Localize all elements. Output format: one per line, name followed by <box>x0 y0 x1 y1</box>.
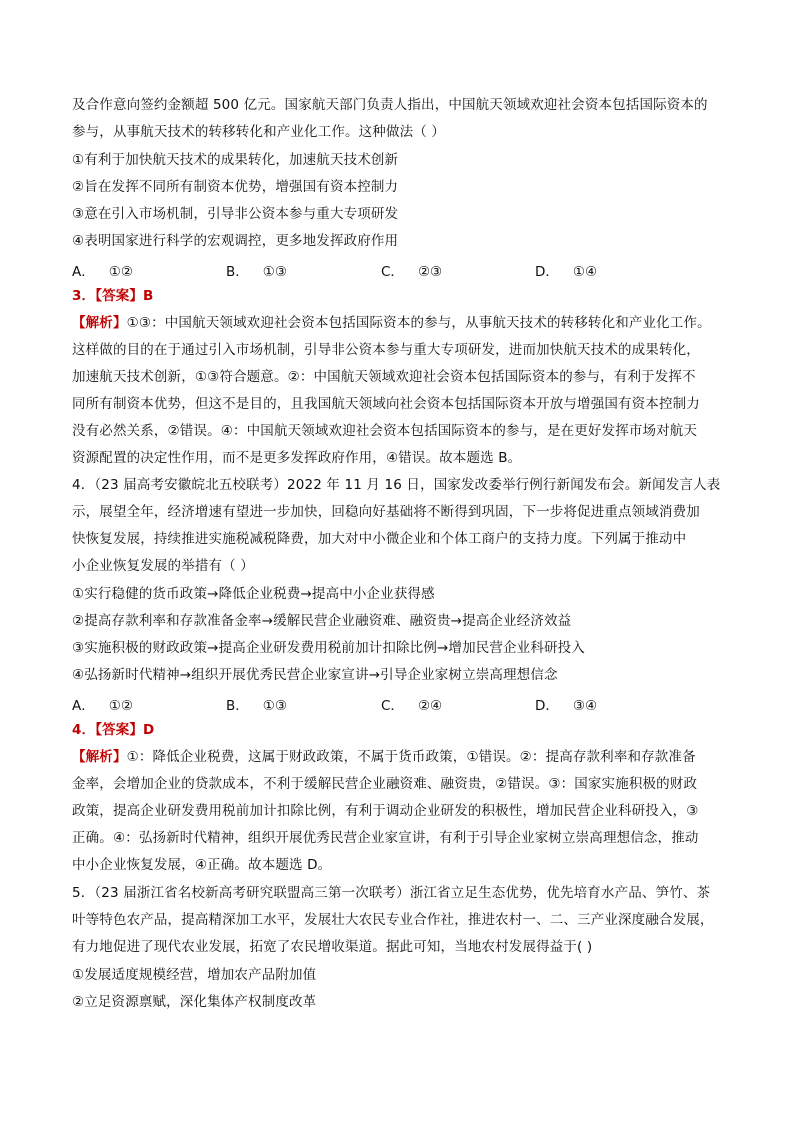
analysis-label: 【解析】 <box>72 315 127 331</box>
analysis-line: 加速航天技术创新，①③符合题意。②：中国航天领域欢迎社会资本包括国际资本的参与，有利于发挥不 <box>72 369 696 385</box>
statement-item: ①实行稳健的货币政策→降低企业税费→提高中小企业获得感 <box>72 586 435 602</box>
analysis-line: 资源配置的决定性作用，而不是更多发挥政府作用，④错误。故本题选 B。 <box>72 450 522 466</box>
question-stem-line: 5．（23 届浙江省名校新高考研究联盟高三第一次联考）浙江省立足生态优势，优先培育水产品、笋竹、茶 <box>72 885 711 901</box>
option-b: B． ①③ <box>226 264 287 280</box>
statement-item: ②旨在发挥不同所有制资本优势，增强国有资本控制力 <box>72 179 399 195</box>
question-stem-line: 快恢复发展，持续推进实施税减税降费，加大对中小微企业和个体工商户的支持力度。下列属于推动中 <box>72 531 687 547</box>
analysis-line: 正确。④：弘扬新时代精神，组织开展优秀民营企业家宣讲，有利于引导企业家树立崇高理想信念，推动 <box>72 830 699 846</box>
analysis-line: 没有必然关系，②错误。④：中国航天领域欢迎社会资本包括国际资本的参与，是在更好发挥市场对航天 <box>72 423 698 439</box>
answer-value: B <box>143 288 154 304</box>
answer-value: D <box>143 722 155 738</box>
answer-label: 4．【答案】 <box>72 722 144 738</box>
analysis-line: 同所有制资本优势，但这不是目的，且我国航天领域向社会资本包括国际资本开放与增强国有资本控制力 <box>72 396 700 412</box>
analysis-line: 这样做的目的在于通过引入市场机制，引导非公资本参与重大专项研发，进而加快航天技术的成果转化， <box>72 342 700 358</box>
analysis-label: 【解析】 <box>72 749 127 765</box>
question-stem-line: 叶等特色农产品，提高精深加工水平，发展壮大农民专业合作社，推进农村一、二、三产业深度融合发展， <box>72 912 714 928</box>
statement-item: ②提高存款利率和存款准备金率→缓解民营企业融资难、融资贵→提高企业经济效益 <box>72 613 572 629</box>
question-stem-line: 及合作意向签约金额超 500 亿元。国家航天部门负责人指出，中国航天领域欢迎社会资本包括国际资本的 <box>72 97 708 113</box>
statement-item: ③实施积极的财政政策→提高企业研发费用税前加计扣除比例→增加民营企业科研投入 <box>72 640 585 656</box>
option-b: B． ①③ <box>226 698 287 714</box>
option-c: C． ②④ <box>381 698 443 714</box>
statement-item: ②立足资源禀赋，深化集体产权制度改革 <box>72 994 317 1010</box>
analysis-line: 中小企业恢复发展，④正确。故本题选 D。 <box>72 857 332 873</box>
answer-label: 3．【答案】 <box>72 288 144 304</box>
analysis-line: 政策，提高企业研发费用税前加计扣除比例，有利于调动企业研发的积极性，增加民营企业科研投入，③ <box>72 803 699 819</box>
statement-item: ①有利于加快航天技术的成果转化，加速航天技术创新 <box>72 152 399 168</box>
statement-item: ①发展适度规模经营，增加农产品附加值 <box>72 967 317 983</box>
statement-item: ③意在引入市场机制，引导非公资本参与重大专项研发 <box>72 206 399 222</box>
question-stem-line: 小企业恢复发展的举措有（ ） <box>72 558 254 574</box>
question-stem-line: 有力地促进了现代农业发展，拓宽了农民增收渠道。据此可知，当地农村发展得益于( ) <box>72 939 593 955</box>
question-stem-line: 4．（23 届高考安徽皖北五校联考）2022 年 11 月 16 日，国家发改委举行例行新闻发布会。新闻发言人表 <box>72 477 721 493</box>
option-a: A． ①② <box>72 698 133 714</box>
analysis-line: 【解析】①③：中国航天领域欢迎社会资本包括国际资本的参与，从事航天技术的转移转化和产业化工作。 <box>72 315 711 331</box>
option-d: D． ③④ <box>535 698 598 714</box>
question-stem-line: 参与，从事航天技术的转移转化和产业化工作。这种做法（ ） <box>72 124 445 140</box>
answer-line <box>72 721 154 739</box>
analysis-line: 金率，会增加企业的贷款成本，不利于缓解民营企业融资难、融资贵，②错误。③：国家实施积极的财政 <box>72 776 698 792</box>
statement-item: ④表明国家进行科学的宏观调控，更多地发挥政府作用 <box>72 233 399 249</box>
option-d: D． ①④ <box>535 264 598 280</box>
option-c: C． ②③ <box>381 264 443 280</box>
analysis-line: 【解析】①：降低企业税费，这属于财政政策，不属于货币政策，①错误。②：提高存款利率和存款准备 <box>72 749 696 765</box>
statement-item: ④弘扬新时代精神→组织开展优秀民营企业家宣讲→引导企业家树立崇高理想信念 <box>72 667 558 683</box>
answer-line <box>72 287 154 305</box>
option-a: A． ①② <box>72 264 133 280</box>
question-stem-line: 示，展望全年，经济增速有望进一步加快，回稳向好基础将不断得到巩固，下一步将促进重点领域消费加 <box>72 504 700 520</box>
